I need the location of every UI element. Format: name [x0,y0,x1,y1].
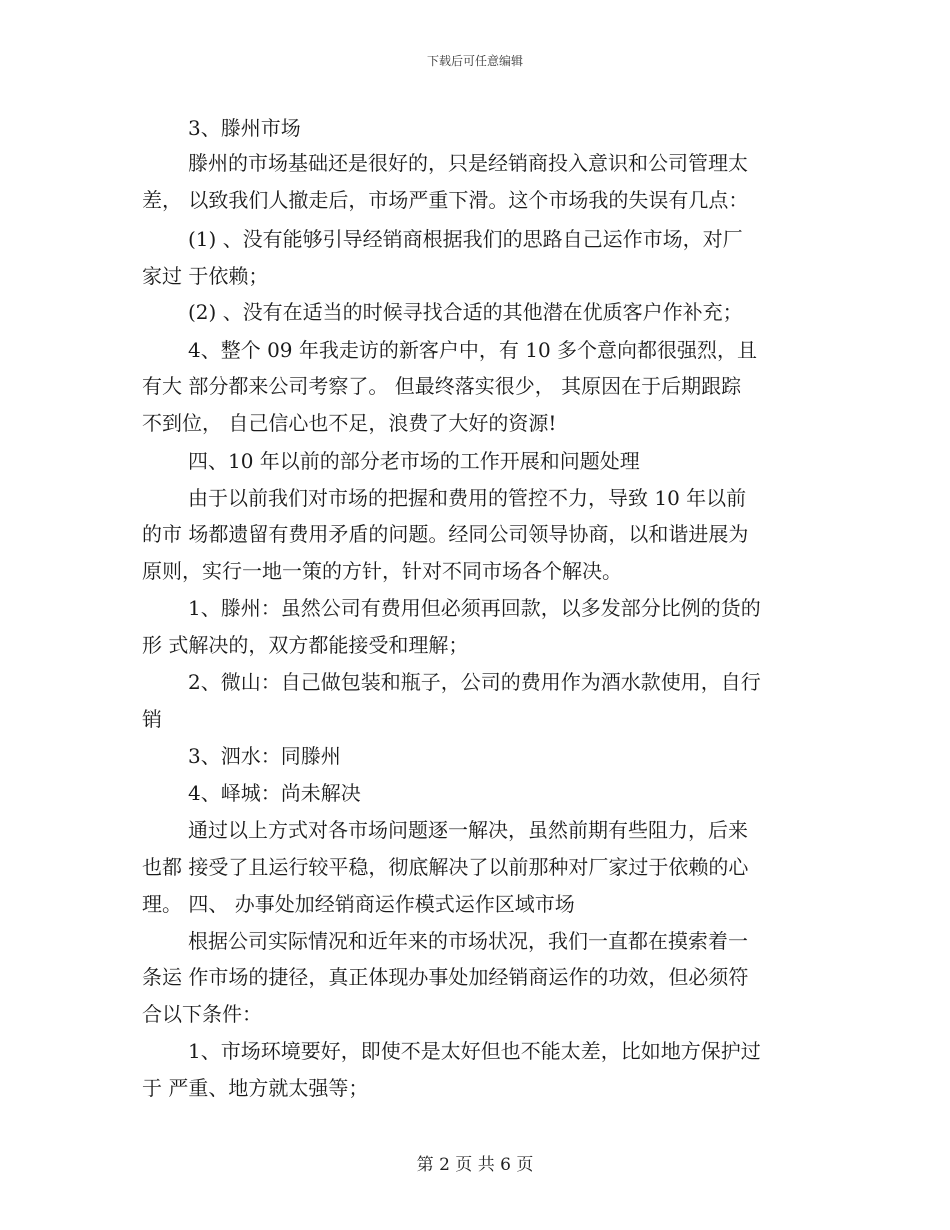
text-line: (2) 、没有在适当的时候寻找合适的其他潜在优质客户作补充； [188,300,743,324]
text-line: 通过以上方式对各市场问题逐一解决，虽然前期有些阻力，后来 [188,818,748,842]
text-line: 有大 部分都来公司考察了。 但最终落实很少， 其原因在于后期跟踪 [142,374,742,398]
text-line: 家过 于依赖； [142,264,269,288]
text-line: 条运 作市场的捷径，真正体现办事处加经销商运作的功效，但必须符 [142,965,749,989]
text-line: 销 [142,707,162,731]
text-line: 根据公司实际情况和近年来的市场状况，我们一直都在摸索着一 [188,929,748,953]
text-line: 形 式解决的，双方都能接受和理解； [142,633,469,657]
text-line: 于 严重、地方就太强等； [142,1076,369,1100]
text-line: 由于以前我们对市场的把握和费用的管控不力，导致 10 年以前 [188,486,747,510]
text-line: 4、峄城：尚未解决 [188,781,361,805]
text-line: 合以下条件： [142,1002,262,1026]
page-header: 下载后可任意编辑 [426,54,523,68]
text-line: 1、滕州：虽然公司有费用但必须再回款，以多发部分比例的货的 [188,596,761,620]
text-line: 1、市场环境要好，即使不是太好但也不能太差，比如地方保护过 [188,1039,761,1063]
text-line: 的市 场都遗留有费用矛盾的问题。经同公司领导协商，以和谐进展为 [142,522,749,546]
text-line: (1) 、没有能够引导经销商根据我们的思路自己运作市场，对厂 [188,227,743,251]
text-line: 原则，实行一地一策的方针，针对不同市场各个解决。 [142,559,622,583]
text-line: 不到位， 自己信心也不足，浪费了大好的资源! [142,411,557,435]
text-line: 3、滕州市场 [188,116,301,140]
page-number-footer: 第 2 页 共 6 页 [416,1155,534,1175]
text-line: 四、10 年以前的部分老市场的工作开展和问题处理 [188,449,640,473]
text-line: 2、微山：自己做包装和瓶子，公司的费用作为酒水款使用，自行 [188,670,761,694]
text-line: 3、泗水：同滕州 [188,744,341,768]
text-line: 差， 以致我们人撤走后，市场严重下滑。这个市场我的失误有几点： [142,188,749,212]
text-line: 滕州的市场基础还是很好的，只是经销商投入意识和公司管理太 [188,151,748,175]
text-line: 4、整个 09 年我走访的新客户中，有 10 多个意向都很强烈，且 [188,338,758,362]
text-line: 也都 接受了且运行较平稳，彻底解决了以前那种对厂家过于依赖的心 [142,855,749,879]
text-line: 理。 四、 办事处加经销商运作模式运作区域市场 [142,892,575,916]
